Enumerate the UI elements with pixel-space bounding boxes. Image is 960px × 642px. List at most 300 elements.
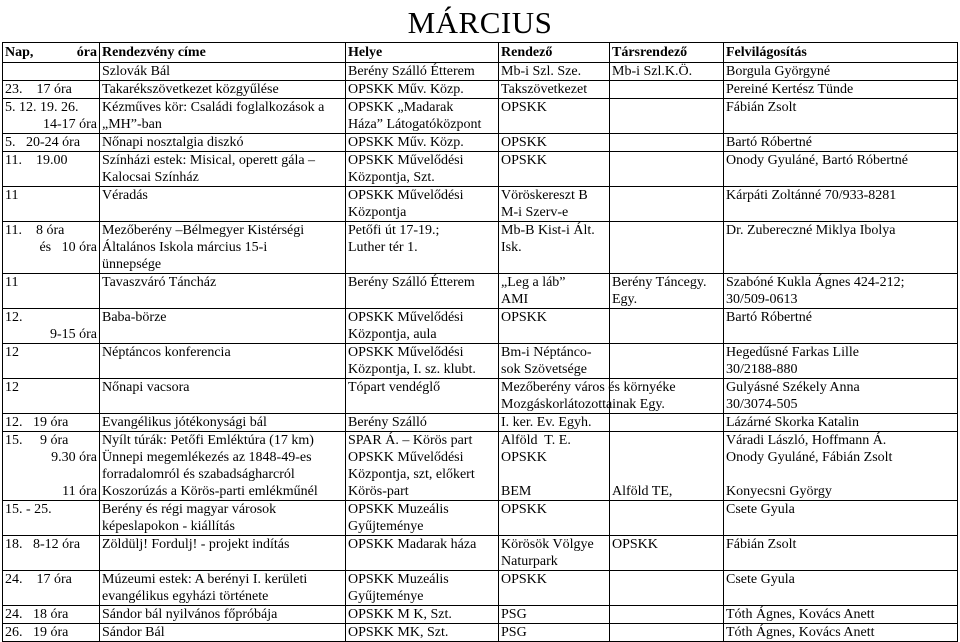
event-organizer xyxy=(499,81,610,99)
table-row xyxy=(3,99,958,134)
event-date-line: 5. 12. 19. 26. xyxy=(5,100,79,115)
event-organizer xyxy=(499,134,610,152)
page-title: MÁRCIUS xyxy=(407,5,553,40)
event-contact-line: Fábián Zsolt xyxy=(726,100,797,115)
event-date-line xyxy=(5,553,97,570)
event-title xyxy=(100,501,346,536)
event-title-line xyxy=(102,326,343,343)
event-organizer xyxy=(499,274,610,309)
event-organizer-line: M-i Szerv-e xyxy=(501,205,569,220)
event-contact xyxy=(724,571,958,606)
table-row xyxy=(3,379,958,414)
event-coorganizer-line xyxy=(612,414,721,431)
event-date-line xyxy=(5,169,97,186)
table-row xyxy=(3,624,958,642)
event-place xyxy=(346,432,499,501)
event-place-line: Központja, I. sz. klubt. xyxy=(348,362,476,377)
event-coorganizer-line xyxy=(612,152,721,169)
event-place xyxy=(346,571,499,606)
event-place xyxy=(346,81,499,99)
event-contact xyxy=(724,274,958,309)
event-coorganizer-line xyxy=(612,239,721,256)
event-place-line: OPSKK Művelődési xyxy=(348,345,464,360)
event-title xyxy=(100,606,346,624)
event-contact-line xyxy=(726,256,955,273)
event-contact-line: Bartó Róbertné xyxy=(726,135,812,150)
event-coorganizer xyxy=(610,309,724,344)
header-nap: Nap, xyxy=(5,45,34,60)
event-title-line: ünnepsége xyxy=(102,257,162,272)
event-organizer-line xyxy=(501,169,607,186)
event-place-line: OPSKK Művelődési xyxy=(348,310,464,325)
event-coorganizer-line xyxy=(612,309,721,326)
event-coorganizer-line xyxy=(612,361,721,378)
event-title-line: Koszorúzás a Körös-parti emlékműnél xyxy=(102,484,318,499)
event-organizer xyxy=(499,379,676,414)
header-organizer: Rendező xyxy=(499,43,610,63)
event-title xyxy=(100,379,346,414)
event-organizer-line: PSG xyxy=(501,607,527,622)
event-contact xyxy=(724,99,958,134)
event-organizer-line: OPSKK xyxy=(501,135,547,150)
event-organizer-line xyxy=(501,116,607,133)
event-date-line: 11. 19.00 xyxy=(5,153,68,168)
event-place-line: Tópart vendéglő xyxy=(348,380,441,395)
event-date-line: 11 xyxy=(5,275,19,290)
event-date-line xyxy=(5,518,97,535)
event-organizer xyxy=(499,344,610,379)
event-date xyxy=(3,344,100,379)
event-organizer-line: OPSKK xyxy=(501,153,547,168)
event-place-line: Gyűjteménye xyxy=(348,589,424,604)
header-place: Helye xyxy=(346,43,499,63)
event-date xyxy=(3,309,100,344)
event-coorganizer-line xyxy=(612,134,721,151)
event-place-line: OPSKK Madarak háza xyxy=(348,537,477,552)
event-coorganizer-line xyxy=(612,518,721,535)
event-coorganizer-line xyxy=(612,187,721,204)
event-coorganizer xyxy=(610,501,724,536)
event-organizer xyxy=(499,309,610,344)
event-organizer xyxy=(499,152,610,187)
event-place xyxy=(346,344,499,379)
event-contact-line xyxy=(726,518,955,535)
table-row xyxy=(3,222,958,274)
event-title-line: forradalomról és szabadságharcról xyxy=(102,467,295,482)
header-contact: Felvilágosítás xyxy=(724,43,958,63)
table-row xyxy=(3,81,958,99)
event-place-line xyxy=(348,256,496,273)
event-organizer xyxy=(499,414,610,432)
event-organizer xyxy=(499,222,610,274)
event-date-line: 24. 17 óra xyxy=(5,572,72,587)
event-contact-line: Csete Gyula xyxy=(726,502,795,517)
event-title-line: Kézműves kör: Családi foglalkozások a xyxy=(102,100,325,115)
event-coorganizer xyxy=(610,624,724,642)
event-title-line: Evangélikus jótékonysági bál xyxy=(102,415,267,430)
table-row xyxy=(3,501,958,536)
event-title xyxy=(100,414,346,432)
event-place-line: Berény Szálló Étterem xyxy=(348,275,475,290)
event-contact-line: Konyecsni György xyxy=(726,484,832,499)
event-contact-line: Lázárné Skorka Katalin xyxy=(726,415,859,430)
event-place-line xyxy=(348,553,496,570)
event-contact-line xyxy=(726,116,955,133)
event-title-line: Zöldülj! Fordulj! - projekt indítás xyxy=(102,537,290,552)
event-place xyxy=(346,222,499,274)
event-organizer-line: OPSKK xyxy=(501,310,547,325)
event-date-line: 15. - 25. xyxy=(5,502,52,517)
event-place-line: OPSKK Műv. Közp. xyxy=(348,82,464,97)
event-contact xyxy=(724,152,958,187)
event-organizer-line: Mb-B Kist-i Ált. xyxy=(501,223,595,238)
table-row xyxy=(3,134,958,152)
table-row xyxy=(3,274,958,309)
event-organizer-line: sok Szövetsége xyxy=(501,362,587,377)
events-table xyxy=(2,42,958,642)
event-date xyxy=(3,414,100,432)
event-coorganizer xyxy=(610,187,724,222)
event-contact xyxy=(724,344,958,379)
event-coorganizer-line xyxy=(612,344,721,361)
event-coorganizer xyxy=(610,606,724,624)
event-contact xyxy=(724,501,958,536)
event-contact-line xyxy=(726,204,955,221)
table-body xyxy=(3,63,958,642)
event-place xyxy=(346,624,499,642)
event-organizer-line: OPSKK xyxy=(501,502,547,517)
event-contact-line: Váradi László, Hoffmann Á. xyxy=(726,433,887,448)
event-title xyxy=(100,432,346,501)
event-coorganizer-line xyxy=(612,449,721,466)
event-coorganizer xyxy=(610,63,724,81)
event-coorganizer-line xyxy=(612,326,721,343)
event-date-line: 9-15 óra xyxy=(49,327,97,342)
event-date-line: 15. 9 óra xyxy=(5,433,69,448)
event-coorganizer xyxy=(610,81,724,99)
table-row xyxy=(3,606,958,624)
event-place xyxy=(346,274,499,309)
event-organizer-line: Takszövetkezet xyxy=(501,82,588,97)
event-date-line: 11. 8 óra xyxy=(5,223,65,238)
event-date xyxy=(3,432,100,501)
event-place-line: OPSKK Művelődési xyxy=(348,188,464,203)
table-row xyxy=(3,187,958,222)
event-contact-line: Tóth Ágnes, Kovács Anett xyxy=(726,625,875,640)
event-date xyxy=(3,501,100,536)
event-contact-line: Tóth Ágnes, Kovács Anett xyxy=(726,607,875,622)
event-title xyxy=(100,274,346,309)
event-coorganizer-line xyxy=(612,606,721,623)
event-organizer-line xyxy=(501,588,607,605)
event-title-line: Múzeumi estek: A berényi I. kerületi xyxy=(102,572,308,587)
event-coorganizer-line xyxy=(612,466,721,483)
event-place-line: OPSKK Muzeális xyxy=(348,502,449,517)
event-contact-line: Csete Gyula xyxy=(726,572,795,587)
event-title-line: Színházi estek: Misical, operett gála – xyxy=(102,153,316,168)
event-organizer-line: Mb-i Szl. Sze. xyxy=(501,64,582,79)
event-organizer xyxy=(499,501,610,536)
header-title: Rendezvény címe xyxy=(100,43,346,63)
event-title-line: Sándor Bál xyxy=(102,625,165,640)
event-place-line: Háza” Látogatóközpont xyxy=(348,117,482,132)
event-date-line: 24. 18 óra xyxy=(5,607,69,622)
event-coorganizer-line xyxy=(612,99,721,116)
event-place-line xyxy=(348,396,496,413)
event-coorganizer xyxy=(610,536,724,571)
event-title-line: Berény és régi magyar városok xyxy=(102,502,277,517)
event-organizer-line: Naturpark xyxy=(501,554,558,569)
event-place xyxy=(346,99,499,134)
event-contact-line xyxy=(726,239,955,256)
event-place xyxy=(346,501,499,536)
event-title-line: Baba-börze xyxy=(102,310,167,325)
event-date xyxy=(3,187,100,222)
event-title xyxy=(100,344,346,379)
event-coorganizer-line xyxy=(612,571,721,588)
event-title xyxy=(100,63,346,81)
event-date xyxy=(3,99,100,134)
event-contact xyxy=(724,536,958,571)
event-coorganizer-line: Egy. xyxy=(612,292,638,307)
event-date-line: 9.30 óra xyxy=(51,450,97,465)
event-contact-line: Pereiné Kertész Tünde xyxy=(726,82,854,97)
event-organizer-line: Mezőberény város és környéke xyxy=(501,380,676,395)
table-row xyxy=(3,152,958,187)
event-contact-line: Fábián Zsolt xyxy=(726,537,797,552)
event-title xyxy=(100,134,346,152)
event-contact-line: 30/509-0613 xyxy=(726,292,798,307)
event-organizer-line: Körösök Völgye xyxy=(501,537,594,552)
event-organizer-line: I. ker. Ev. Egyh. xyxy=(501,415,592,430)
event-date-line xyxy=(5,396,97,413)
event-contact xyxy=(724,379,958,414)
event-place xyxy=(346,379,499,414)
header-coorganizer: Társrendező xyxy=(610,43,724,63)
event-title xyxy=(100,81,346,99)
header-date xyxy=(3,43,100,63)
event-date xyxy=(3,571,100,606)
event-place-line: OPSKK MK, Szt. xyxy=(348,625,449,640)
event-organizer-line: PSG xyxy=(501,625,527,640)
header-row xyxy=(3,43,958,63)
event-organizer-line: OPSKK xyxy=(501,450,547,465)
event-organizer-line: OPSKK xyxy=(501,572,547,587)
event-coorganizer xyxy=(610,134,724,152)
event-coorganizer-line xyxy=(612,222,721,239)
event-contact xyxy=(724,81,958,99)
event-date xyxy=(3,81,100,99)
event-place-line: OPSKK Műv. Közp. xyxy=(348,135,464,150)
event-organizer-line: AMI xyxy=(501,292,529,307)
event-place-line: Gyűjteménye xyxy=(348,519,424,534)
event-date-line: és 10 óra xyxy=(39,240,97,255)
event-place-line: Központja, Szt. xyxy=(348,170,435,185)
event-coorganizer-line: Alföld TE, xyxy=(612,484,673,499)
event-title xyxy=(100,309,346,344)
event-contact-line: Dr. Zubereczné Miklya Ibolya xyxy=(726,223,896,238)
header-ora: óra xyxy=(76,45,97,60)
event-place-line: Központja, szt, előkert xyxy=(348,467,475,482)
event-title-line: Kalocsai Színház xyxy=(102,170,199,185)
event-date-line: 5. 20-24 óra xyxy=(5,135,81,150)
event-title xyxy=(100,624,346,642)
event-organizer xyxy=(499,624,610,642)
event-title xyxy=(100,152,346,187)
event-date xyxy=(3,379,100,414)
event-coorganizer-line xyxy=(612,204,721,221)
event-coorganizer-line xyxy=(612,432,721,449)
event-title-line: evangélikus egyházi története xyxy=(102,589,269,604)
event-contact-line: 30/2188-880 xyxy=(726,362,798,377)
event-organizer-line: Bm-i Néptánco- xyxy=(501,345,592,360)
event-title-line xyxy=(102,553,343,570)
event-place-line xyxy=(348,291,496,308)
event-place-line: Petőfi út 17-19.; xyxy=(348,223,440,238)
event-title xyxy=(100,187,346,222)
event-date-line xyxy=(5,204,97,221)
event-title-line: Mezőberény –Bélmegyer Kistérségi xyxy=(102,223,305,238)
event-contact-line: 30/3074-505 xyxy=(726,397,798,412)
event-contact xyxy=(724,187,958,222)
event-title xyxy=(100,571,346,606)
event-date-line xyxy=(5,361,97,378)
event-place xyxy=(346,63,499,81)
event-title-line xyxy=(102,204,343,221)
event-contact xyxy=(724,222,958,274)
event-organizer xyxy=(499,187,610,222)
event-date-line: 23. 17 óra xyxy=(5,82,72,97)
event-title-line: Szlovák Bál xyxy=(102,64,171,79)
event-organizer xyxy=(499,536,610,571)
event-title-line: Nőnapi nosztalgia diszkó xyxy=(102,135,244,150)
table-row xyxy=(3,309,958,344)
event-coorganizer-line xyxy=(612,116,721,133)
event-title-line: képeslapokon - kiállítás xyxy=(102,519,235,534)
event-date xyxy=(3,624,100,642)
event-title-line: Általános Iskola március 15-i xyxy=(102,240,268,255)
event-place xyxy=(346,536,499,571)
event-contact-line: Onody Gyuláné, Fábián Zsolt xyxy=(726,450,893,465)
event-coorganizer xyxy=(610,571,724,606)
event-date-line xyxy=(5,63,97,80)
event-organizer-line xyxy=(501,256,607,273)
event-place-line: Körös-part xyxy=(348,484,409,499)
event-title-line: Véradás xyxy=(102,188,148,203)
event-coorganizer xyxy=(610,344,724,379)
event-place-line: OPSKK Művelődési xyxy=(348,450,464,465)
event-coorganizer-line xyxy=(612,81,721,98)
event-coorganizer-line: OPSKK xyxy=(612,537,658,552)
event-coorganizer-line xyxy=(612,501,721,518)
event-contact-line: Onody Gyuláné, Bartó Róbertné xyxy=(726,153,908,168)
event-coorganizer-line: Mb-i Szl.K.Ö. xyxy=(612,64,693,79)
event-coorganizer-line xyxy=(612,588,721,605)
event-date xyxy=(3,222,100,274)
event-date-line xyxy=(5,256,97,273)
event-coorganizer-line xyxy=(612,169,721,186)
event-organizer xyxy=(499,432,610,501)
event-coorganizer-line xyxy=(612,256,721,273)
event-title-line: Néptáncos konferencia xyxy=(102,345,231,360)
event-organizer-line: „Leg a láb” xyxy=(501,275,566,290)
event-organizer-line xyxy=(501,326,607,343)
event-date-line: 12. xyxy=(5,310,23,325)
event-coorganizer xyxy=(610,414,724,432)
event-title-line: Ünnepi megemlékezés az 1848-49-es xyxy=(102,450,312,465)
event-coorganizer xyxy=(610,152,724,187)
event-date-line: 12. 19 óra xyxy=(5,415,69,430)
event-coorganizer-line xyxy=(612,553,721,570)
event-contact-line xyxy=(726,326,955,343)
event-organizer xyxy=(499,571,610,606)
event-contact-line xyxy=(726,588,955,605)
event-place xyxy=(346,152,499,187)
event-organizer-line: Mozgáskorlátozottainak Egy. xyxy=(501,397,665,412)
event-organizer xyxy=(499,63,610,81)
event-coorganizer xyxy=(610,222,724,274)
event-coorganizer xyxy=(610,99,724,134)
event-place-line: SPAR Á. – Körös part xyxy=(348,433,473,448)
event-place xyxy=(346,134,499,152)
event-organizer xyxy=(499,606,610,624)
event-place-line: OPSKK M K, Szt. xyxy=(348,607,452,622)
event-title-line xyxy=(102,291,343,308)
event-contact xyxy=(724,606,958,624)
event-date xyxy=(3,274,100,309)
event-organizer-line: BEM xyxy=(501,484,532,499)
event-place xyxy=(346,309,499,344)
event-date-line: 26. 19 óra xyxy=(5,625,69,640)
event-contact-line xyxy=(726,553,955,570)
event-contact-line: Kárpáti Zoltánné 70/933-8281 xyxy=(726,188,897,203)
event-date xyxy=(3,152,100,187)
event-contact xyxy=(724,134,958,152)
event-place-line: Központja, aula xyxy=(348,327,437,342)
event-contact-line xyxy=(726,169,955,186)
event-place xyxy=(346,187,499,222)
event-contact-line xyxy=(726,466,955,483)
event-organizer-line: Vöröskereszt B xyxy=(501,188,588,203)
event-date-line: 12 xyxy=(5,345,19,360)
event-date-line xyxy=(5,466,97,483)
event-contact-line: Borgula Györgyné xyxy=(726,64,831,79)
event-organizer xyxy=(499,99,610,134)
table-row xyxy=(3,344,958,379)
event-contact-line: Hegedűsné Farkas Lille xyxy=(726,345,859,360)
event-title-line: Sándor bál nyilvános főpróbája xyxy=(102,607,278,622)
event-date-line: 11 xyxy=(5,188,19,203)
event-place-line: Központja xyxy=(348,205,407,220)
event-organizer-line xyxy=(501,466,607,483)
event-title-line: Tavaszváró Táncház xyxy=(102,275,217,290)
table-row xyxy=(3,414,958,432)
event-date xyxy=(3,606,100,624)
event-contact-line: Szabóné Kukla Ágnes 424-212; xyxy=(726,275,905,290)
event-contact-line: Bartó Róbertné xyxy=(726,310,812,325)
event-title-line: Nyílt túrák: Petőfi Emléktúra (17 km) xyxy=(102,433,314,448)
event-place-line: OPSKK Muzeális xyxy=(348,572,449,587)
event-coorganizer xyxy=(610,274,724,309)
table-row xyxy=(3,536,958,571)
event-organizer-line: Isk. xyxy=(501,240,522,255)
event-organizer-line: Alföld T. E. xyxy=(501,433,571,448)
event-coorganizer-line: Berény Táncegy. xyxy=(612,275,707,290)
event-title-line: „MH”-ban xyxy=(102,117,162,132)
table-row xyxy=(3,571,958,606)
event-date-line: 11 óra xyxy=(62,484,97,499)
event-contact xyxy=(724,432,958,501)
